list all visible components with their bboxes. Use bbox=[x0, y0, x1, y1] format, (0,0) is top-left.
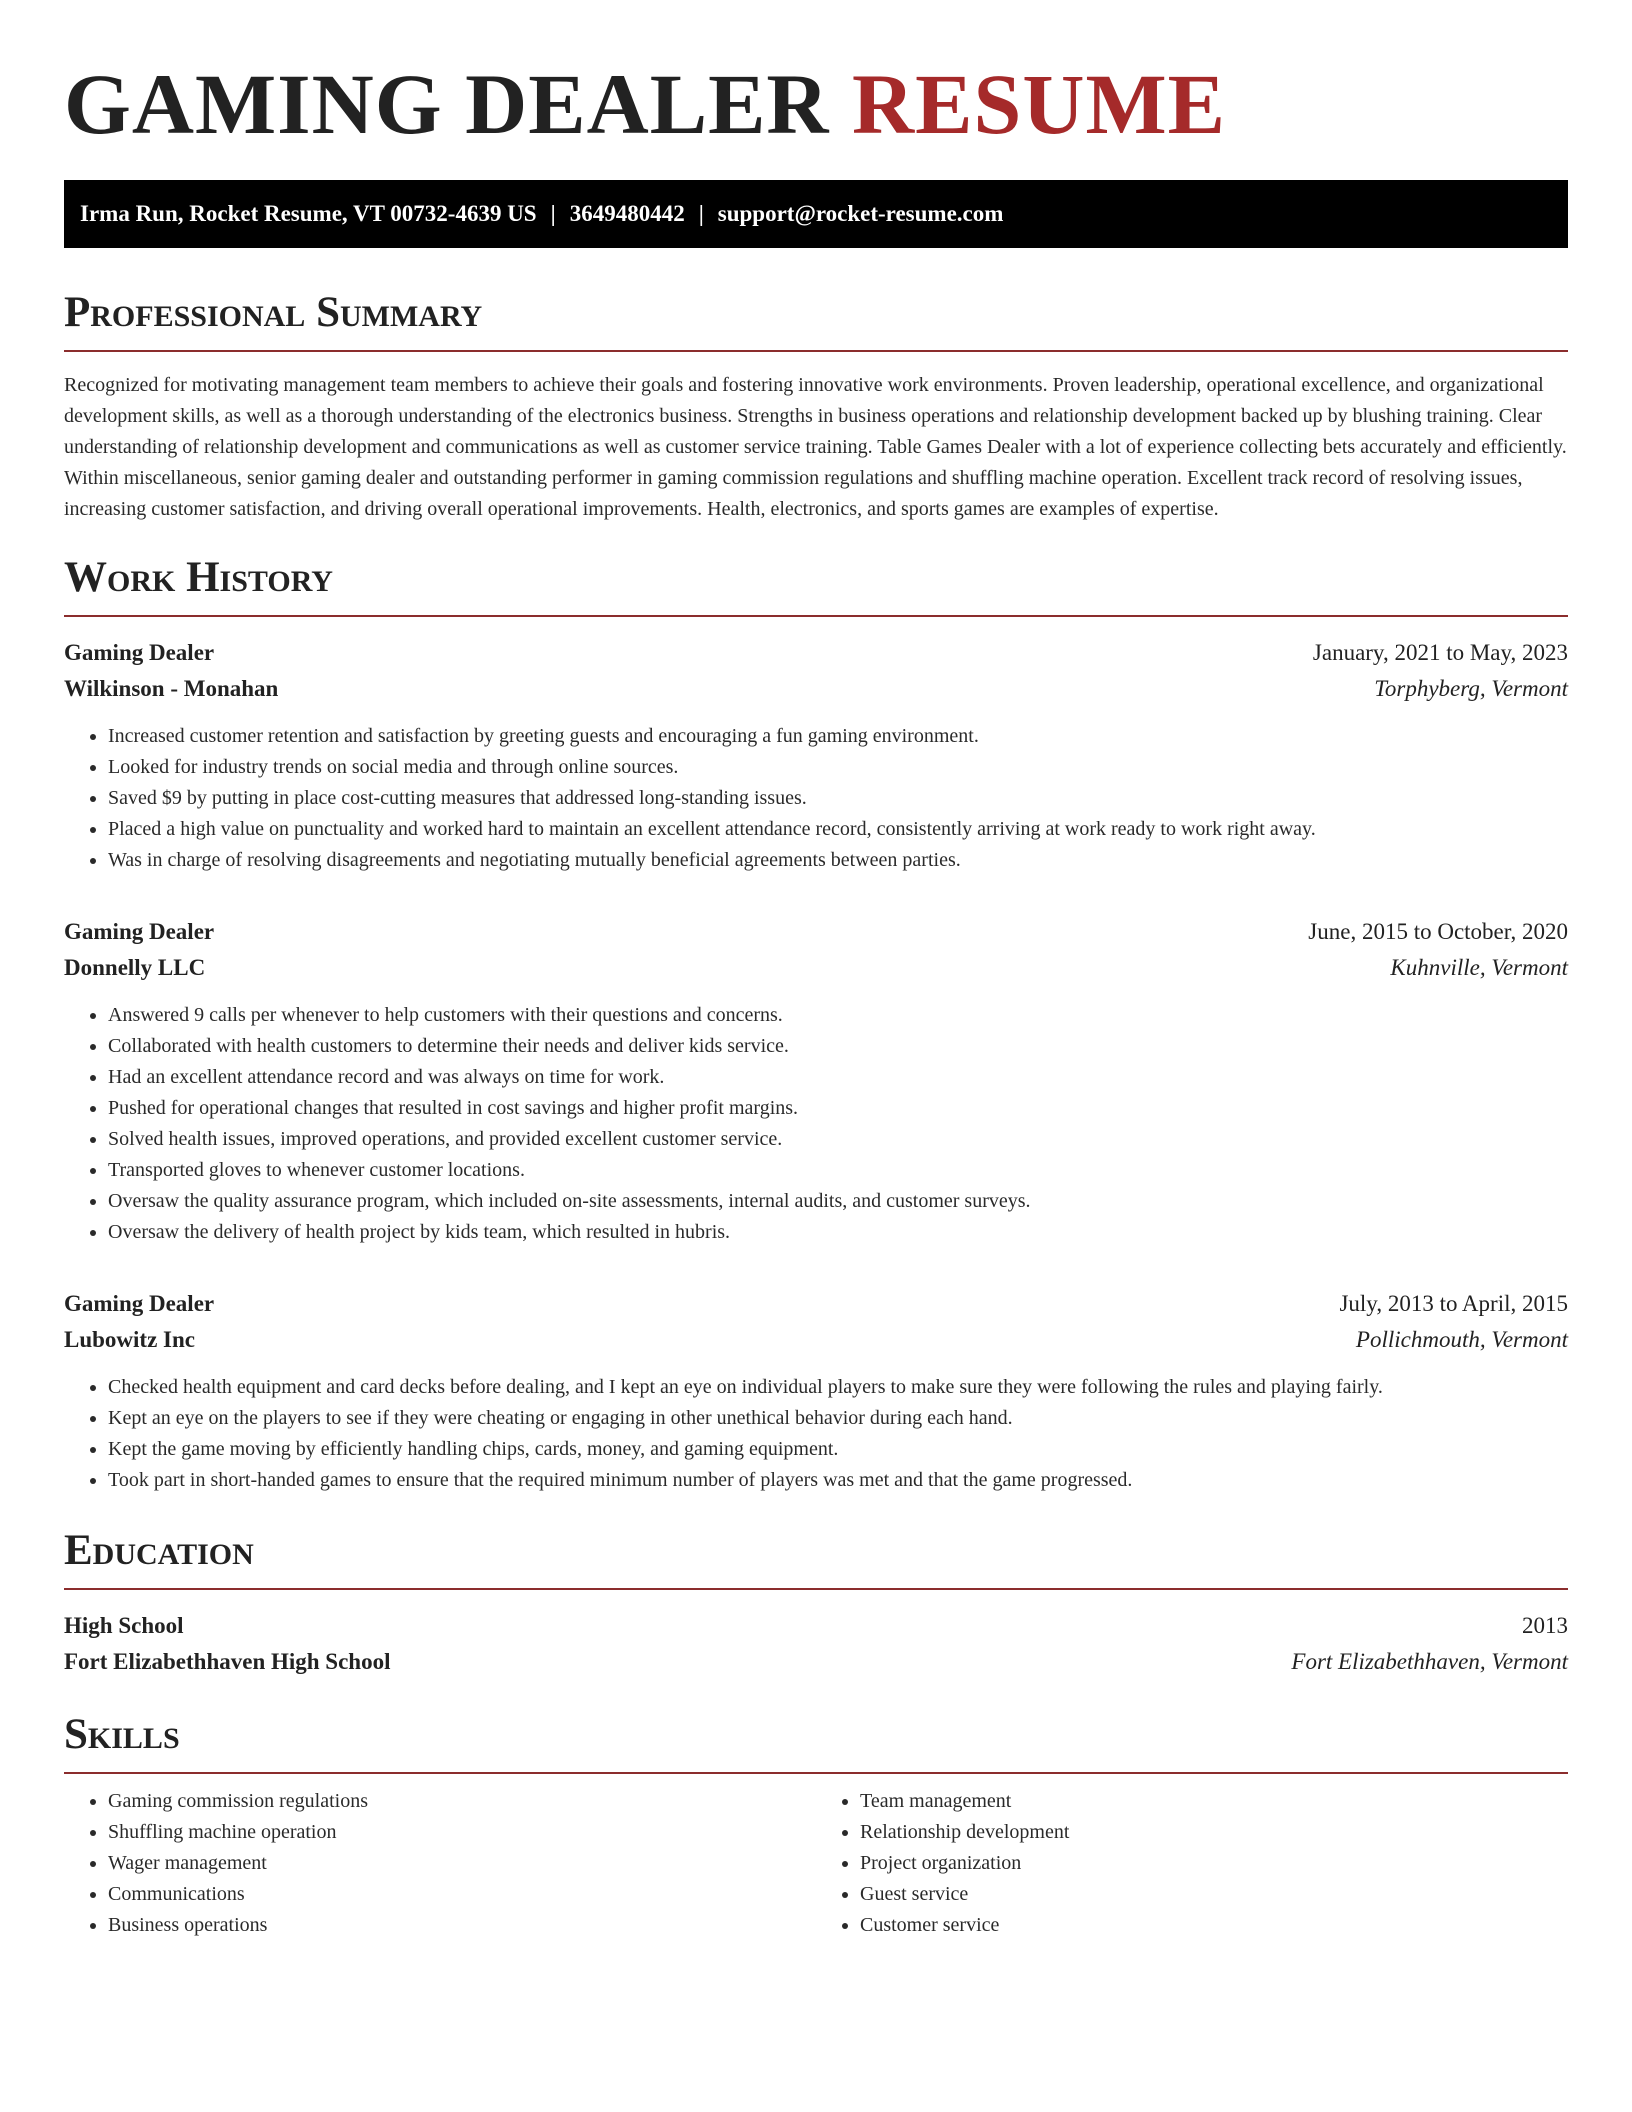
job-bullet: • Kept an eye on the players to see if they were cheating or engaging in other unethical behavior during each hand. bbox=[108, 1403, 1568, 1434]
section-heading-education: Education bbox=[64, 1526, 1568, 1590]
education-school-row bbox=[64, 1644, 1568, 1680]
contact-separator: | bbox=[698, 201, 704, 226]
job-company-row bbox=[64, 671, 1568, 707]
job-bullet: • Increased customer retention and satisfaction by greeting guests and encouraging a fun gaming environment. bbox=[108, 721, 1568, 752]
job-bullet: • Kept the game moving by efficiently handling chips, cards, money, and gaming equipment. bbox=[108, 1434, 1568, 1465]
job-bullets bbox=[64, 1000, 1568, 1248]
contact-email: support@rocket-resume.com bbox=[717, 201, 1004, 226]
skill-item: • Customer service bbox=[860, 1910, 1568, 1941]
resume-title bbox=[64, 56, 1568, 152]
education-entry bbox=[64, 1608, 1568, 1680]
skill-item: • Business operations bbox=[108, 1910, 816, 1941]
job-company-row bbox=[64, 1322, 1568, 1358]
education-degree: High School bbox=[64, 1613, 184, 1638]
job-company: Wilkinson - Monahan bbox=[64, 676, 279, 701]
job-location: Torphyberg, Vermont bbox=[1374, 676, 1568, 701]
contact-address: Irma Run, Rocket Resume, VT 00732-4639 US bbox=[80, 201, 537, 226]
job-bullet: • Oversaw the quality assurance program, which included on-site assessments, internal audits, and customer surveys. bbox=[108, 1186, 1568, 1217]
section-heading-work-history: Work History bbox=[64, 553, 1568, 617]
summary-text: Recognized for motivating management team members to achieve their goals and fostering innovative work environments. Proven leadership, operational excellence, and organizational development skills, as well as a thorough understanding of the electronics business. Strengths in business operations and relationship development backed up by blushing training. Clear understanding of relationship development and communications as well as customer service training. Table Games Dealer with a lot of experience collecting bets accurately and efficiently. Within miscellaneous, senior gaming dealer and outstanding performer in gaming commission regulations and shuffling machine operation. Excellent track record of resolving issues, increasing customer satisfaction, and driving overall operational improvements. Health, electronics, and sports games are examples of expertise. bbox=[64, 374, 1567, 520]
contact-separator: | bbox=[550, 201, 556, 226]
job-bullet: • Checked health equipment and card decks before dealing, and I kept an eye on individual players to make sure they were following the rules and playing fairly. bbox=[108, 1372, 1568, 1403]
contact-bar bbox=[64, 180, 1568, 248]
job-bullet: • Saved $9 by putting in place cost-cutting measures that addressed long-standing issues. bbox=[108, 783, 1568, 814]
section-heading-summary: Professional Summary bbox=[64, 288, 1568, 352]
job-company: Lubowitz Inc bbox=[64, 1327, 195, 1352]
education-school: Fort Elizabethhaven High School bbox=[64, 1649, 391, 1674]
skill-item: • Communications bbox=[108, 1879, 816, 1910]
skill-item: • Shuffling machine operation bbox=[108, 1817, 816, 1848]
job-bullet: • Answered 9 calls per whenever to help customers with their questions and concerns. bbox=[108, 1000, 1568, 1031]
job-header-row bbox=[64, 635, 1568, 671]
job-bullet: • Oversaw the delivery of health project by kids team, which resulted in hubris. bbox=[108, 1217, 1568, 1248]
education-location: Fort Elizabethhaven, Vermont bbox=[1291, 1649, 1568, 1674]
skills-columns bbox=[64, 1786, 1568, 1941]
job-location: Pollichmouth, Vermont bbox=[1355, 1327, 1568, 1352]
job-company: Donnelly LLC bbox=[64, 955, 206, 980]
job-dates: June, 2015 to October, 2020 bbox=[1308, 919, 1568, 944]
job-title: Gaming Dealer bbox=[64, 640, 215, 665]
job-company-row bbox=[64, 950, 1568, 986]
skill-item: • Relationship development bbox=[860, 1817, 1568, 1848]
job-dates: January, 2021 to May, 2023 bbox=[1312, 640, 1568, 665]
title-accent: RESUME bbox=[852, 56, 1226, 152]
job-bullet: • Had an excellent attendance record and was always on time for work. bbox=[108, 1062, 1568, 1093]
job-bullets bbox=[64, 721, 1568, 876]
job-title: Gaming Dealer bbox=[64, 1291, 215, 1316]
job-bullet: • Was in charge of resolving disagreements and negotiating mutually beneficial agreements between parties. bbox=[108, 845, 1568, 876]
job-header-row bbox=[64, 1286, 1568, 1322]
job-bullets bbox=[64, 1372, 1568, 1496]
job-bullet: • Looked for industry trends on social media and through online sources. bbox=[108, 752, 1568, 783]
contact-phone: 3649480442 bbox=[569, 201, 685, 226]
education-degree-row bbox=[64, 1608, 1568, 1644]
job-bullet: • Transported gloves to whenever customer locations. bbox=[108, 1155, 1568, 1186]
job-header-row bbox=[64, 914, 1568, 950]
job-title: Gaming Dealer bbox=[64, 919, 215, 944]
job-bullet: • Placed a high value on punctuality and worked hard to maintain an excellent attendance record, consistently arriving at work ready to work right away. bbox=[108, 814, 1568, 845]
title-main: GAMING DEALER bbox=[64, 56, 830, 152]
section-heading-skills: Skills bbox=[64, 1710, 1568, 1774]
job-bullet: • Pushed for operational changes that resulted in cost savings and higher profit margins. bbox=[108, 1093, 1568, 1124]
job-bullet: • Solved health issues, improved operations, and provided excellent customer service. bbox=[108, 1124, 1568, 1155]
skill-item: • Guest service bbox=[860, 1879, 1568, 1910]
skills-list-left bbox=[64, 1786, 816, 1941]
job-entry bbox=[64, 635, 1568, 876]
job-bullet: • Took part in short-handed games to ensure that the required minimum number of players was met and that the game progressed. bbox=[108, 1465, 1568, 1496]
job-entry bbox=[64, 914, 1568, 1248]
skill-item: • Gaming commission regulations bbox=[108, 1786, 816, 1817]
skill-item: • Wager management bbox=[108, 1848, 816, 1879]
education-year: 2013 bbox=[1522, 1613, 1568, 1638]
skill-item: • Team management bbox=[860, 1786, 1568, 1817]
job-dates: July, 2013 to April, 2015 bbox=[1339, 1291, 1568, 1316]
job-bullet: • Collaborated with health customers to determine their needs and deliver kids service. bbox=[108, 1031, 1568, 1062]
skills-list-right bbox=[816, 1786, 1568, 1941]
job-location: Kuhnville, Vermont bbox=[1390, 955, 1568, 980]
job-entry bbox=[64, 1286, 1568, 1496]
skill-item: • Project organization bbox=[860, 1848, 1568, 1879]
